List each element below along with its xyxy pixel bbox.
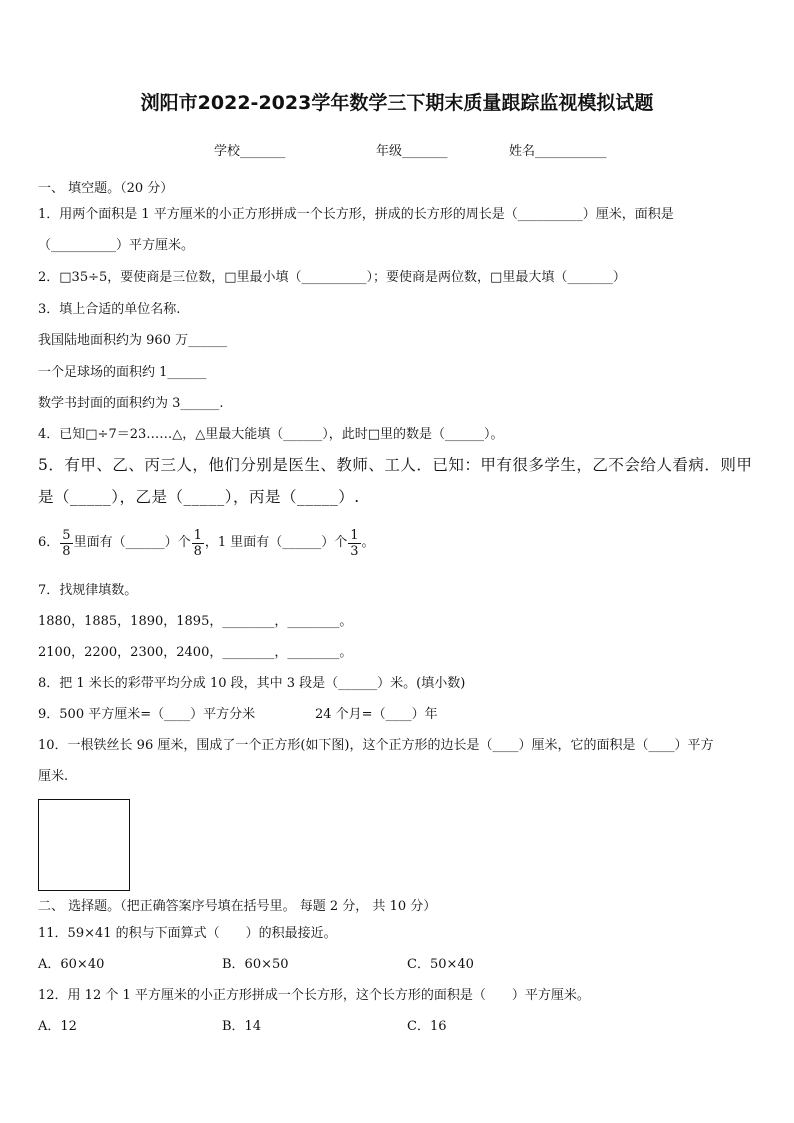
page-title: 浏阳市2022-2023学年数学三下期末质量跟踪监视模拟试题 (140, 92, 654, 114)
q6-part2: ，1 里面有（______）个 (204, 535, 348, 550)
fraction-1-8 (192, 528, 204, 559)
q8-text: 8．把 1 米长的彩带平均分成 10 段，其中 3 段是（______）米。(填小数) (38, 676, 466, 691)
q1-line1: 1．用两个面积是 1 平方厘米的小正方形拼成一个长方形，拼成的长方形的周长是（__________）厘米，面积是 (38, 207, 674, 222)
grade-blank[interactable]: _______ (402, 144, 448, 159)
q12-option-a[interactable]: A．12 (38, 1019, 77, 1034)
q6-line (38, 525, 375, 561)
q9-b: 24 个月=（____）年 (315, 707, 438, 722)
q3-text: 3．填上合适的单位名称. (38, 302, 181, 317)
q12-option-c[interactable]: C．16 (407, 1019, 447, 1034)
q9-a: 9．500 平方厘米=（____）平方分米 (38, 707, 256, 722)
q6-part1: 里面有（______）个 (73, 535, 191, 550)
q3-c: 数学书封面的面积约为 3______. (38, 396, 224, 411)
name-blank[interactable]: ___________ (535, 144, 607, 159)
fraction-denominator: 8 (62, 543, 71, 559)
q1-line2: （__________）平方厘米。 (38, 238, 195, 253)
q5-line1: 5．有甲、乙、丙三人，他们分别是医生、教师、工人．已知：甲有很多学生，乙不会给人看病．则甲 (38, 456, 753, 474)
q12-text: 12．用 12 个 1 平方厘米的小正方形拼成一个长方形，这个长方形的面积是（ ）平方厘米。 (38, 988, 590, 1003)
school-blank[interactable]: _______ (240, 144, 286, 159)
q10-line2: 厘米. (38, 769, 69, 784)
fraction-denominator: 3 (350, 543, 359, 559)
fraction-1-3 (348, 528, 360, 559)
fraction-5-8 (60, 528, 72, 559)
q4-text: 4．已知□÷7＝23……△，△里最大能填（______），此时□里的数是（______）。 (38, 427, 504, 442)
q7-text: 7．找规律填数。 (38, 583, 138, 598)
section2-header: 二、 选择题。（把正确答案序号填在括号里。 每题 2 分， 共 10 分） (38, 899, 437, 914)
name-label: 姓名 (509, 144, 536, 159)
q10-line1: 10．一根铁丝长 96 厘米，围成了一个正方形(如下图)，这个正方形的边长是（____）厘米，它的面积是（____）平方 (38, 738, 714, 753)
fraction-numerator: 5 (62, 527, 71, 543)
q2-text: 2．□35÷5，要使商是三位数，□里最小填（__________）；要使商是两位数，□里最大填（_______） (38, 270, 626, 285)
q3-a: 我国陆地面积约为 960 万______ (38, 333, 228, 348)
q3-b: 一个足球场的面积约 1______ (38, 365, 207, 380)
q7-a: 1880，1885，1890，1895，________，________。 (38, 614, 353, 629)
q6-part3: 。 (361, 535, 375, 550)
fraction-numerator: 1 (193, 527, 202, 543)
square-diagram (38, 799, 130, 891)
fraction-denominator: 8 (193, 543, 202, 559)
q11-option-c[interactable]: C．50×40 (407, 957, 474, 972)
school-label: 学校 (214, 144, 241, 159)
q11-option-b[interactable]: B．60×50 (222, 957, 289, 972)
q5-line2: 是（_____），乙是（_____），丙是（_____）. (38, 488, 360, 506)
q11-option-a[interactable]: A．60×40 (38, 957, 105, 972)
section1-header: 一、 填空题。（20 分） (38, 181, 174, 196)
q11-text: 11．59×41 的积与下面算式（ ）的积最接近。 (38, 926, 337, 941)
q7-b: 2100，2200，2300，2400，________，________。 (38, 645, 353, 660)
school-field (214, 140, 286, 159)
grade-field (376, 140, 448, 159)
grade-label: 年级 (376, 144, 403, 159)
q6-number: 6． (38, 535, 60, 550)
fraction-numerator: 1 (350, 527, 359, 543)
q12-option-b[interactable]: B．14 (222, 1019, 262, 1034)
name-field (509, 140, 607, 159)
